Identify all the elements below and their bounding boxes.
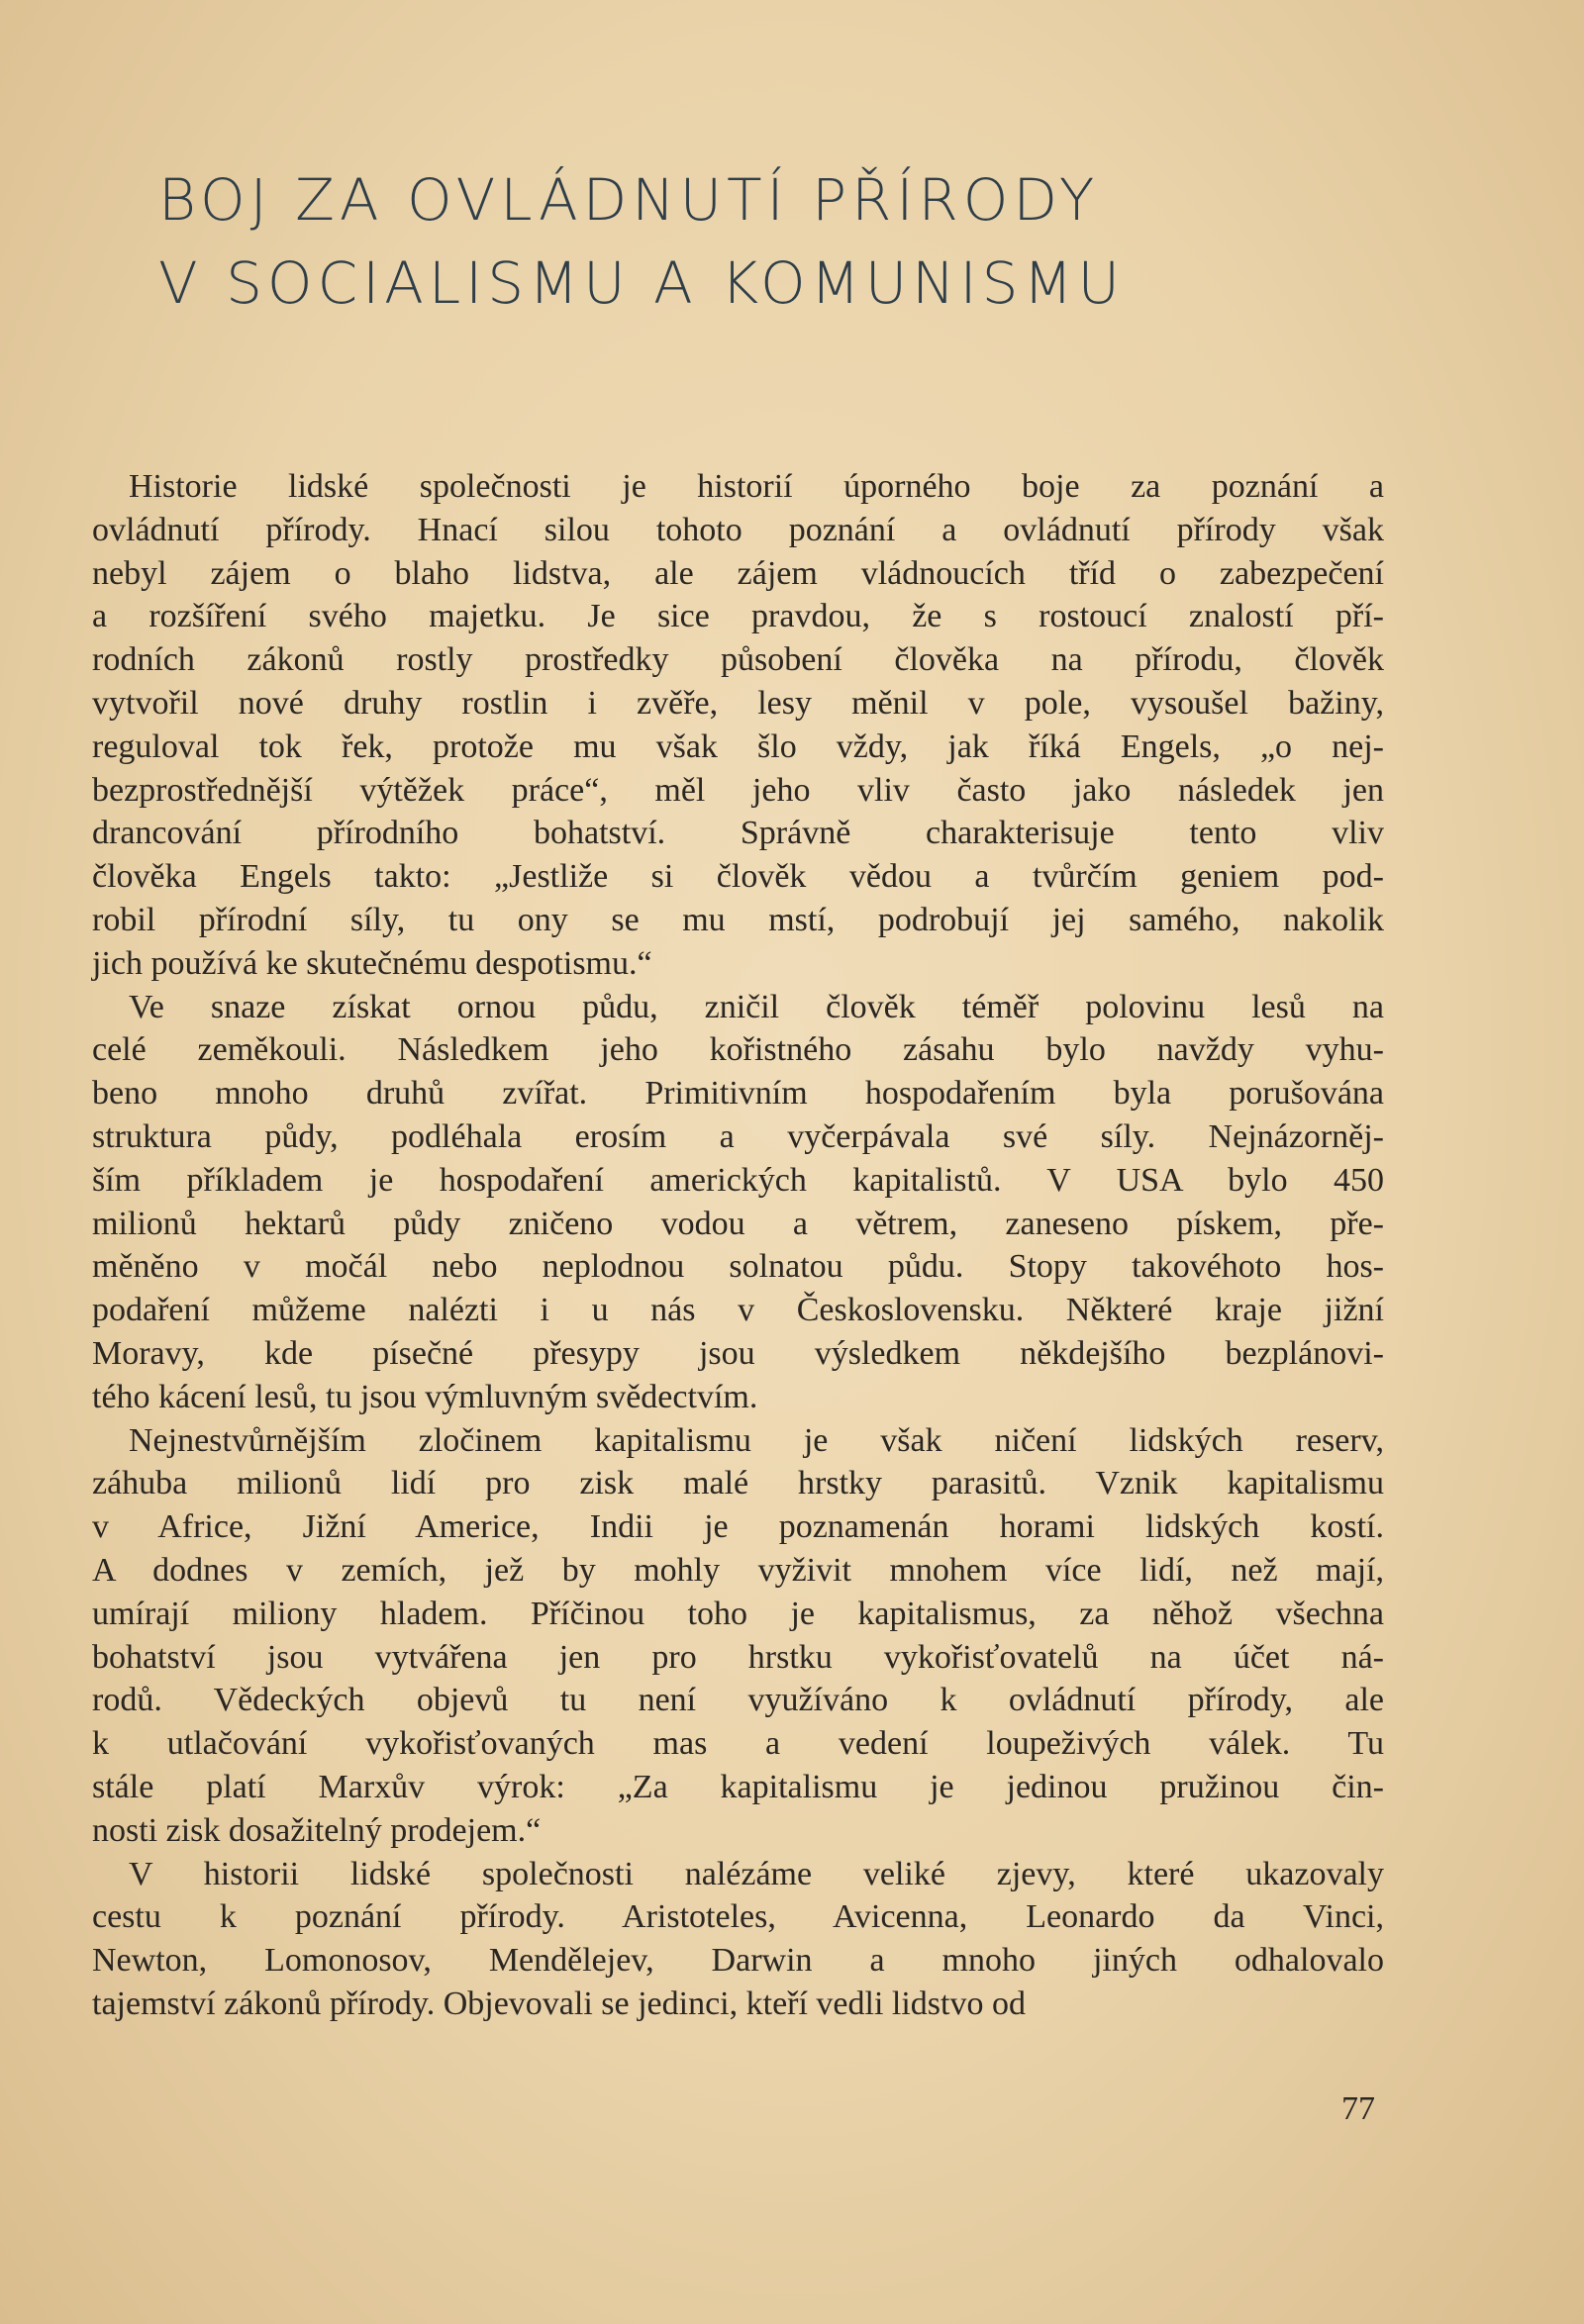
text-line: A dodnes v zemích, jež by mohly vyživit mnohem více lidí, než mají, (92, 1551, 1384, 1589)
text-line: Nejnestvůrnějším zločinem kapitalismu je však ničení lidských reserv, (129, 1421, 1384, 1459)
text-line: struktura půdy, podléhala erosím a vyčerpávala své síly. Nejnázorněj- (92, 1117, 1384, 1155)
text-line: ovládnutí přírody. Hnací silou tohoto poznání a ovládnutí přírody však (92, 511, 1384, 548)
chapter-title-line-1: BOJ ZA OVLÁDNUTÍ PŘÍRODY (158, 166, 1100, 234)
text-line: milionů hektarů půdy zničeno vodou a větrem, zaneseno pískem, pře- (92, 1205, 1384, 1242)
text-line: bohatství jsou vytvářena jen pro hrstku vykořisťovatelů na účet ná- (92, 1638, 1384, 1676)
text-line: v Africe, Jižní Americe, Indii je poznamenán horami lidských kostí. (92, 1508, 1384, 1546)
text-line: bezprostřednější výtěžek práce“, měl jeho vliv často jako následek jen (92, 771, 1384, 809)
text-line: Historie lidské společnosti je historií úporného boje za poznání a (129, 468, 1384, 505)
text-line: měněno v močál nebo neplodnou solnatou půdu. Stopy takovéhoto hos- (92, 1248, 1384, 1286)
chapter-title (158, 158, 1346, 325)
text-line: podaření můžeme nalézti i u nás v Československu. Některé kraje jižní (92, 1292, 1384, 1329)
text-line: Newton, Lomonosov, Mendělejev, Darwin a mnoho jiných odhalovalo (92, 1942, 1384, 1980)
text-line: celé zeměkouli. Následkem jeho kořistného zásahu bylo navždy vyhu- (92, 1031, 1384, 1069)
text-line: ším příkladem je hospodaření amerických kapitalistů. V USA bylo 450 (92, 1161, 1384, 1199)
text-line: vytvořil nové druhy rostlin i zvěře, lesy měnil v pole, vysoušel bažiny, (92, 684, 1384, 722)
paragraph (92, 1419, 1384, 1853)
text-line: V historii lidské společnosti nalézáme veliké zjevy, které ukazovaly (129, 1855, 1384, 1892)
text-line: rodů. Vědeckých objevů tu není využíváno k ovládnutí přírody, ale (92, 1682, 1384, 1719)
text-line: tajemství zákonů přírody. Objevovali se jedinci, kteří vedli lidstvo od (92, 1985, 1026, 2022)
text-line: Moravy, kde písečné přesypy jsou výsledkem někdejšího bezplánovi- (92, 1334, 1384, 1372)
text-line: tého kácení lesů, tu jsou výmluvným svědectvím. (92, 1378, 758, 1415)
chapter-title-line-2: V SOCIALISMU A KOMUNISMU (158, 249, 1125, 317)
text-line: a rozšíření svého majetku. Je sice pravdou, že s rostoucí znalostí pří- (92, 598, 1384, 635)
text-line: rodních zákonů rostly prostředky působení člověka na přírodu, člověk (92, 641, 1384, 679)
paragraph (92, 986, 1384, 1419)
text-line: umírají miliony hladem. Příčinou toho je kapitalismus, za něhož všechna (92, 1595, 1384, 1632)
page-number: 77 (1341, 2090, 1375, 2127)
text-line: nosti zisk dosažitelný prodejem.“ (92, 1811, 542, 1849)
text-line: stále platí Marxův výrok: „Za kapitalismu je jedinou pružinou čin- (92, 1768, 1384, 1805)
text-line: k utlačování vykořisťovaných mas a vedení loupeživých válek. Tu (92, 1725, 1384, 1763)
text-line: robil přírodní síly, tu ony se mu mstí, podrobují jej samého, nakolik (92, 901, 1384, 938)
text-line: člověka Engels takto: „Jestliže si člověk vědou a tvůrčím geniem pod- (92, 858, 1384, 896)
body-text (92, 465, 1384, 2026)
text-line: Ve snaze získat ornou půdu, zničil člověk téměř polovinu lesů na (129, 988, 1384, 1025)
text-line: beno mnoho druhů zvířat. Primitivním hospodařením byla porušována (92, 1075, 1384, 1113)
text-line: jich používá ke skutečnému despotismu.“ (92, 944, 652, 982)
text-line: cestu k poznání přírody. Aristoteles, Avicenna, Leonardo da Vinci, (92, 1898, 1384, 1936)
text-line: reguloval tok řek, protože mu však šlo vždy, jak říká Engels, „o nej- (92, 727, 1384, 765)
text-line: drancování přírodního bohatství. Správně charakterisuje tento vliv (92, 815, 1384, 852)
paragraph (92, 1853, 1384, 2026)
paragraph (92, 465, 1384, 986)
text-line: záhuba milionů lidí pro zisk malé hrstky parasitů. Vznik kapitalismu (92, 1465, 1384, 1502)
text-line: nebyl zájem o blaho lidstva, ale zájem vládnoucích tříd o zabezpečení (92, 554, 1384, 592)
